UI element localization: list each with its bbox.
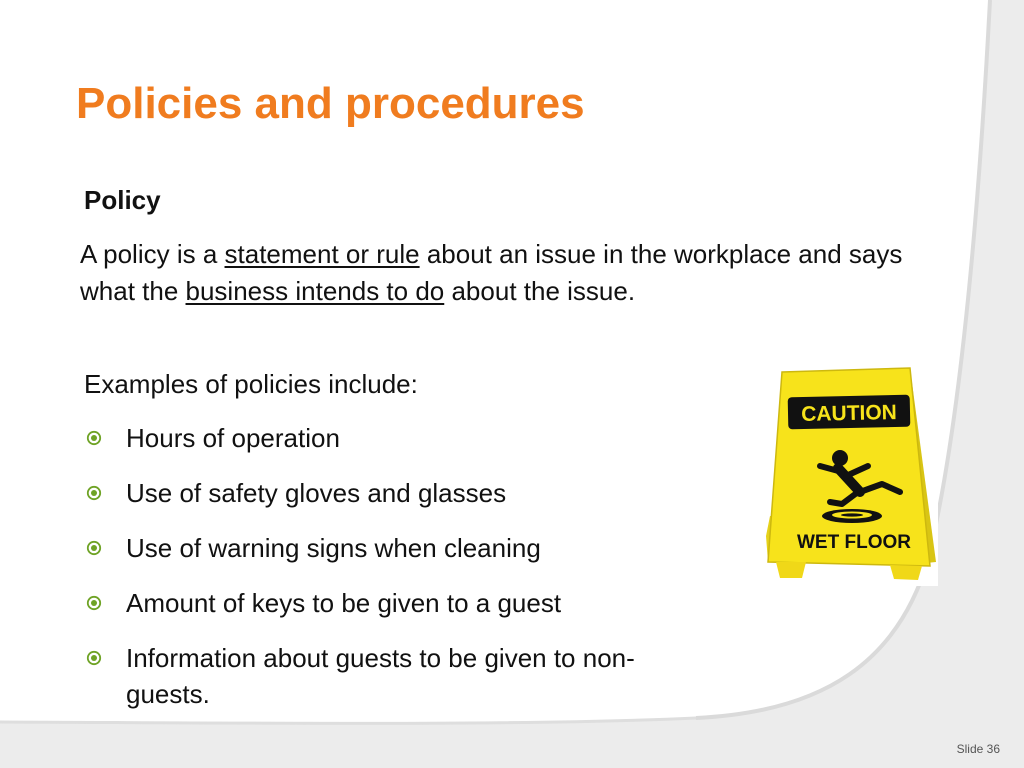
list-item-text: Amount of keys to be given to a guest — [126, 588, 562, 618]
definition-text: A policy is a — [80, 239, 225, 269]
radio-bullet-icon — [86, 595, 102, 611]
section-heading: Policy — [84, 185, 161, 215]
examples-list — [84, 420, 704, 731]
caution-sign-illustration — [756, 366, 938, 586]
slide-title: Policies and procedures — [76, 79, 585, 128]
list-item-text: Hours of operation — [126, 423, 340, 453]
slide-number: Slide 36 — [956, 742, 1000, 756]
list-item — [84, 530, 704, 566]
radio-bullet-icon — [86, 430, 102, 446]
list-item-text: Use of safety gloves and glasses — [126, 478, 507, 508]
sign-wet-floor-text: WET FLOOR — [797, 532, 911, 553]
examples-intro: Examples of policies include: — [84, 369, 418, 399]
radio-bullet-icon — [86, 650, 102, 666]
underlined-phrase: statement or rule — [224, 239, 420, 269]
list-item — [84, 640, 704, 712]
list-item — [84, 585, 704, 621]
wet-floor-sign-image — [756, 366, 938, 586]
definition-text: about an issue in the workplace and says what the — [80, 239, 903, 306]
underlined-phrase: business intends to do — [185, 276, 445, 306]
definition-text: about the issue. — [444, 276, 636, 306]
list-item — [84, 475, 704, 511]
list-item-text: Information about guests to be given to non-guests. — [126, 643, 635, 709]
list-item-text: Use of warning signs when cleaning — [126, 533, 541, 563]
radio-bullet-icon — [86, 540, 102, 556]
policy-definition — [80, 236, 910, 310]
sign-caution-text: CAUTION — [800, 401, 898, 426]
radio-bullet-icon — [86, 485, 102, 501]
list-item — [84, 420, 704, 456]
